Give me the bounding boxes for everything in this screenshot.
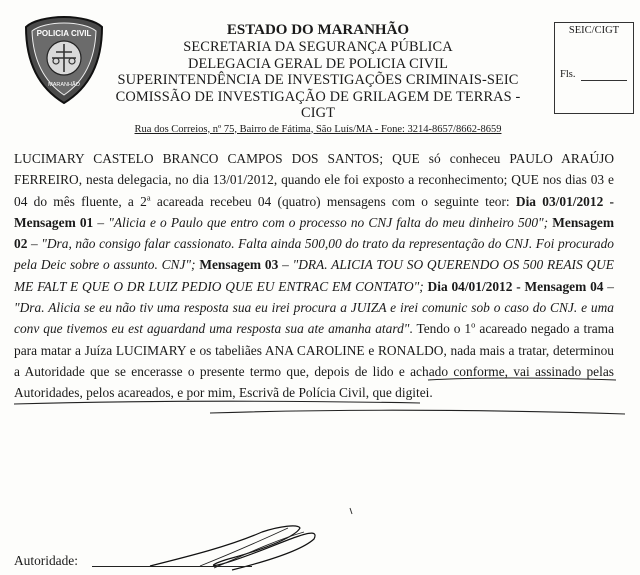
page-stamp-box [554, 22, 634, 114]
stamp-fls-line [581, 80, 627, 81]
stamp-code: SEIC/CIGT [568, 25, 620, 36]
signature-stroke [150, 526, 315, 570]
header-superintendency: SUPERINTENDÊNCIA DE INVESTIGAÇÕES CRIMINAIS-SEIC [117, 72, 519, 88]
police-shield-icon [22, 14, 106, 106]
authority-signature-line [92, 566, 252, 567]
ordinal-sup-2: o [471, 319, 476, 330]
stamp-fls-label: Fls. [560, 69, 576, 80]
badge-top-text: POLICIA CIVIL [36, 29, 92, 38]
authority-label: Autoridade: [14, 553, 78, 568]
pen-dot [350, 508, 352, 514]
message-02-label: Mensagem 02 [14, 214, 614, 252]
badge-bottom-text: MARANHÃO [48, 82, 80, 88]
body-statement-cont: acareada recebeu 04 (quatro) mensagens com o seguinte teor: [150, 193, 516, 209]
message-04-label: Dia 04/01/2012 - Mensagem 04 [427, 278, 604, 294]
body-conclusion: . Tendo o 1 [409, 321, 472, 337]
header-commission: COMISSÃO DE INVESTIGAÇÃO DE GRILAGEM DE TERRAS - CIGT [115, 88, 521, 121]
message-01-label: Dia 03/01/2012 - Mensagem 01 [14, 193, 614, 230]
message-03-label: Mensagem 03 [199, 257, 279, 273]
document-body [14, 148, 614, 404]
message-04-text: – "Dra. Alicia se eu não tiv uma resposta sua eu irei procura a JUIZA e irei comunic sob o caso do CNJ. e uma conv que tivemos eu est aguardand uma resposta sua ate amanha atard" [14, 278, 614, 337]
header-address: Rua dos Correios, nº 75, Bairro de Fátima, São Luís/MA - Fone: 3214-8657/8662-8659 [134, 123, 502, 135]
message-01-text: – "Alicia e o Paulo que entro com o processo no CNJ falta do meu dinheiro 500"; [93, 214, 553, 230]
body-paragraph [14, 148, 614, 404]
header-secretariat: SECRETARIA DA SEGURANÇA PÚBLICA [183, 39, 453, 55]
message-03-text: – "DRA. ALICIA TOU SO QUERENDO OS 500 REAIS QUE ME FALT E QUE O DR LUIZ PEDIO QUE EU ENTRAC EM CONTATO"; [14, 257, 614, 294]
body-statement: LUCIMARY CASTELO BRANCO CAMPOS DOS SANTOS; QUE só conheceu PAULO ARAÚJO FERREIRO, nesta delegacia, no dia 13/01/2012, quando ele foi exposto a reconhecimento; QUE nos dias 03 e 04 do mês fluente, a 2 [14, 151, 614, 209]
message-02-text: – "Dra, não consigo falar cassionato. Falta ainda 500,00 do trato da representação do CNJ. Foi procurado pela Deic sobre o assunto. CNJ"; [14, 236, 614, 273]
header-police-department: DELEGACIA GERAL DE POLICIA CIVIL [187, 55, 449, 72]
body-conclusion-cont: acareado negado a trama para matar a Juíza LUCIMARY e os tabeliães ANA CAROLINE e RONALDO, nada mais a tratar, determinou a Autoridade que se encerasse o presente termo que, depois de lido e achado conforme, vai assinado pelas Autoridades, pelos acareados, e por mim, Escrivã de Polícia Civil, que digitei. [14, 321, 615, 401]
letterhead [108, 22, 528, 136]
ordinal-sup: a [146, 192, 151, 203]
header-state: ESTADO DO MARANHÃO [226, 22, 410, 38]
pen-underline-3 [210, 410, 625, 414]
